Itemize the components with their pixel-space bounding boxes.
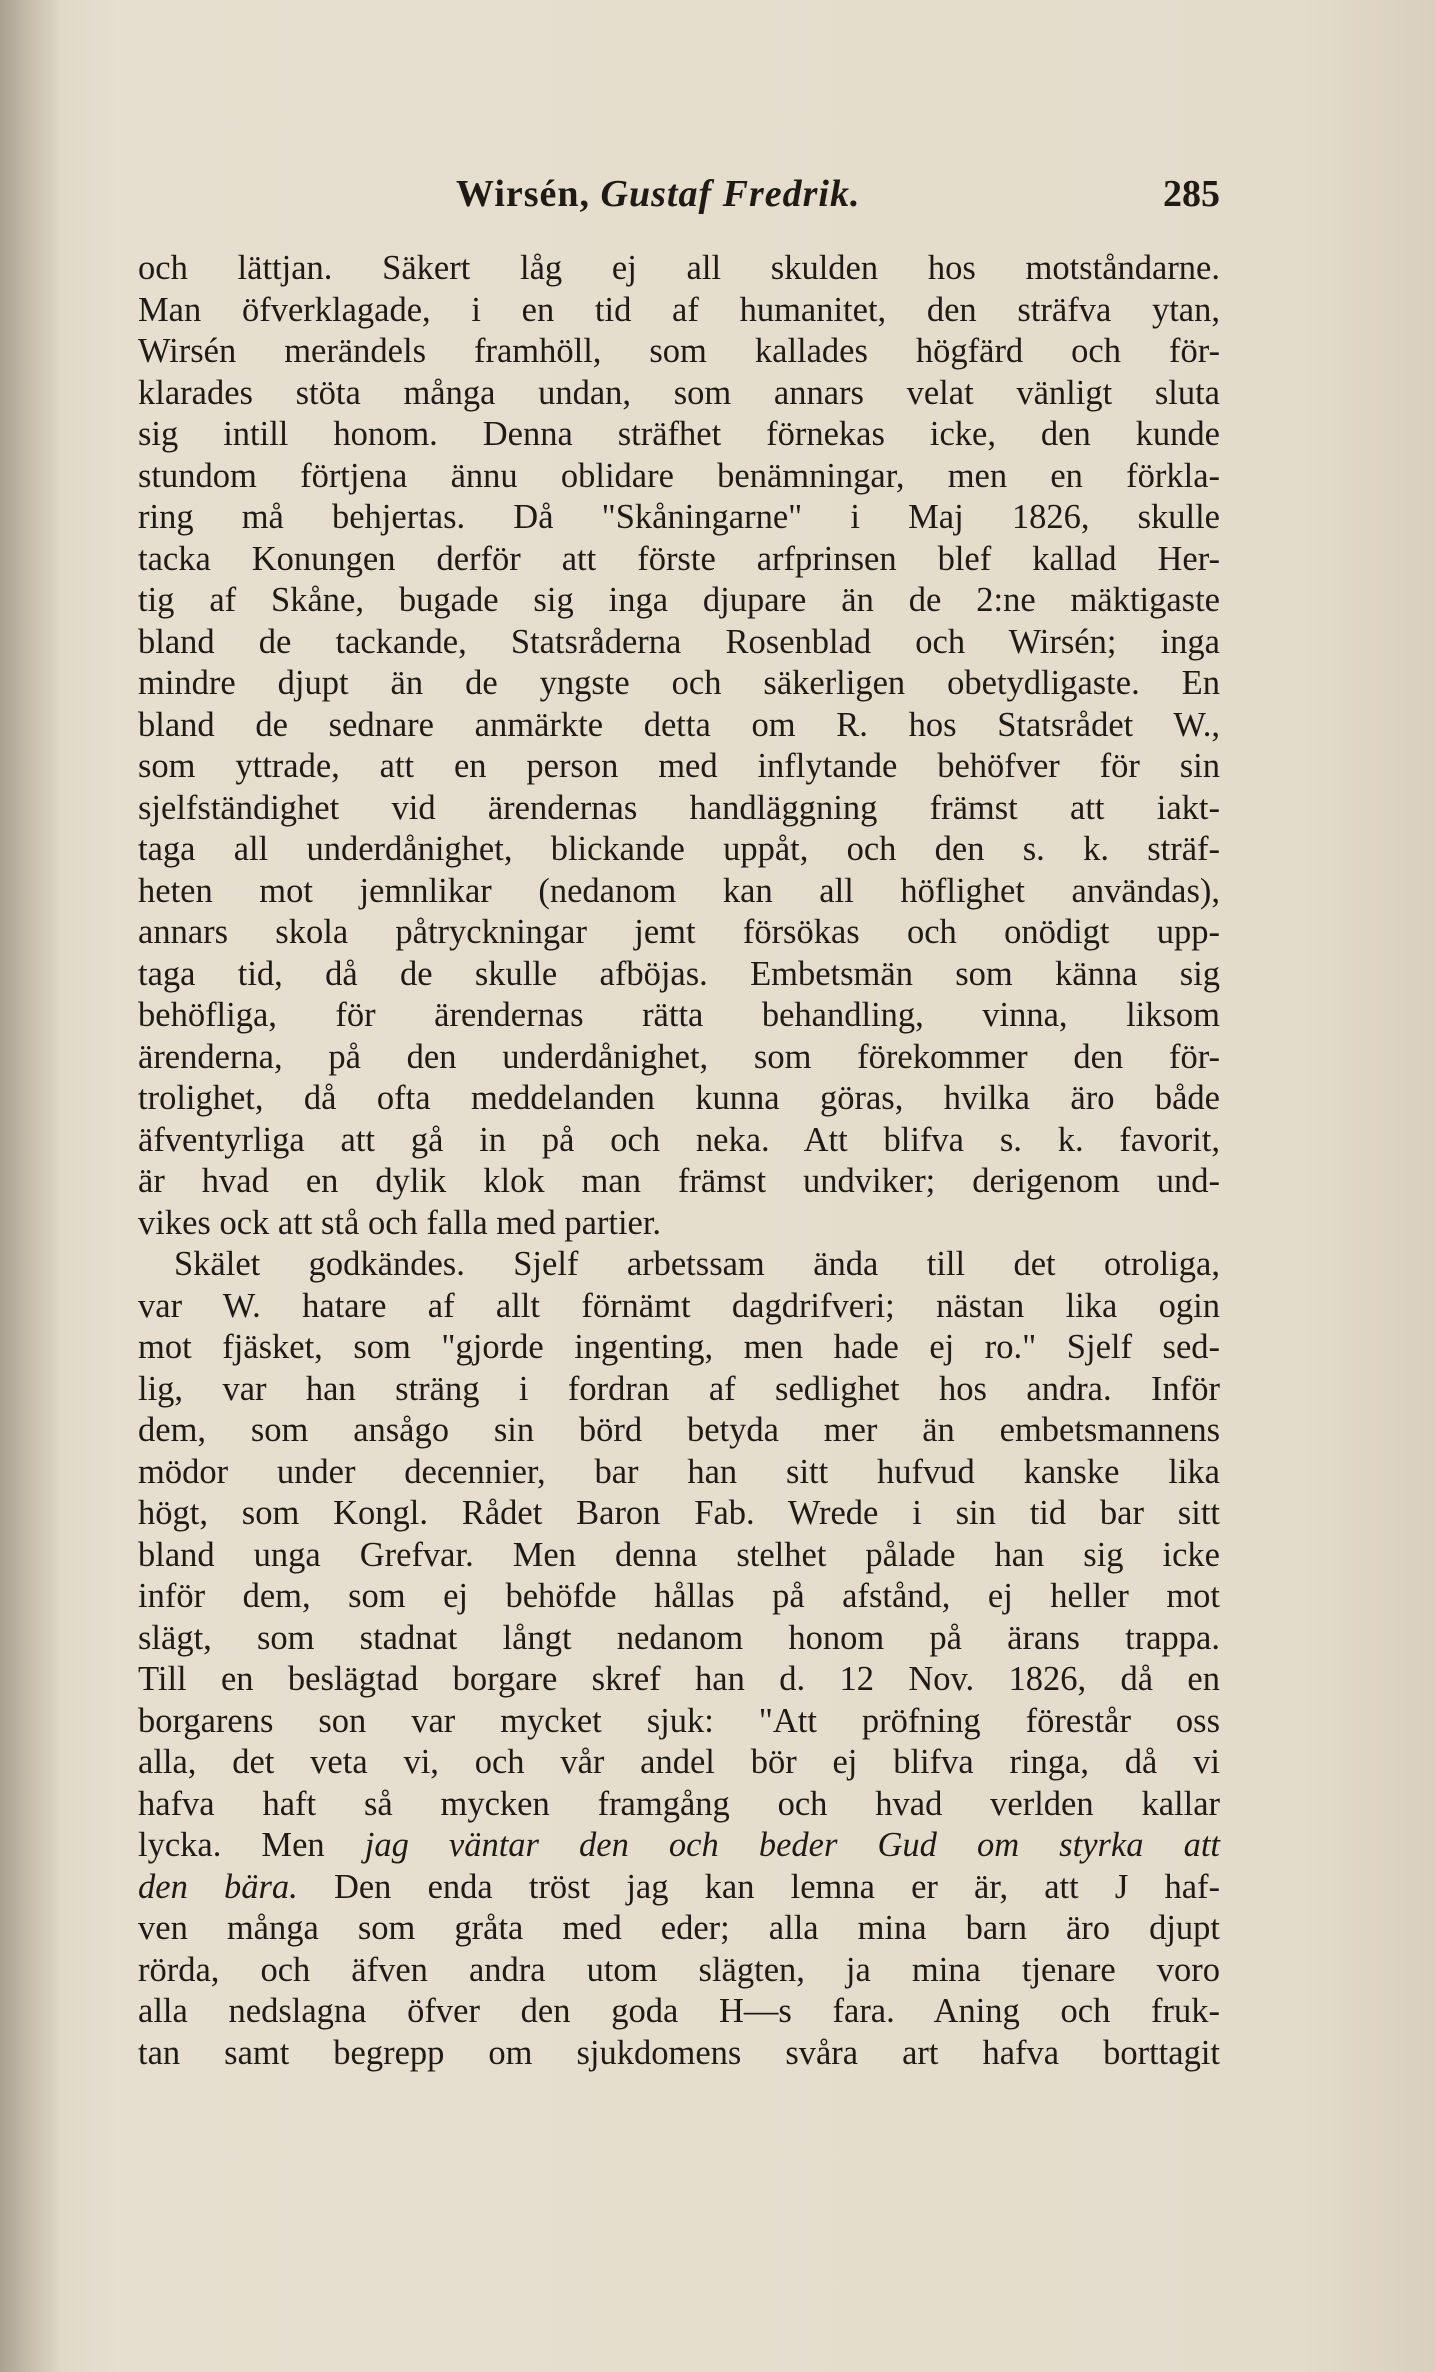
text-segment: klarades stöta många undan, som annars velat vänligt sluta — [138, 373, 1220, 412]
text-line — [138, 1535, 1220, 1577]
page-number: 285 — [1163, 173, 1220, 215]
author-given-names: Gustaf Fredrik. — [600, 173, 861, 215]
text-line — [138, 1161, 1220, 1203]
text-segment: ärenderna, på den underdånighet, som förekommer den för- — [138, 1037, 1220, 1076]
text-segment: bland de tackande, Statsråderna Rosenblad och Wirsén; inga — [138, 622, 1220, 661]
text-segment: rörda, och äfven andra utom slägten, ja mina tjenare voro — [138, 1950, 1220, 1989]
text-segment: ring må behjertas. Då "Skåningarne" i Maj 1826, skulle — [138, 498, 1220, 536]
text-segment: äfventyrliga att gå in på och neka. Att blifva s. k. favorit, — [138, 1120, 1220, 1159]
text-segment: inför dem, som ej behöfde hållas på afstånd, ej heller mot — [138, 1577, 1220, 1615]
text-line — [138, 1659, 1220, 1701]
text-line — [138, 1908, 1220, 1950]
text-segment: är hvad en dylik klok man främst undviker; derigenom und- — [138, 1162, 1220, 1200]
italic-segment: den bära. — [138, 1867, 298, 1906]
text-line — [138, 1452, 1220, 1494]
text-segment: dem, som ansågo sin börd betyda mer än embetsmannens — [138, 1411, 1220, 1449]
text-line — [138, 1286, 1220, 1328]
text-line — [138, 248, 1220, 290]
text-line — [138, 373, 1220, 415]
text-segment: högt, som Kongl. Rådet Baron Fab. Wrede i sin tid bar sitt — [138, 1494, 1220, 1532]
text-line — [138, 539, 1220, 581]
text-line — [138, 1991, 1220, 2033]
text-line — [138, 1825, 1220, 1867]
text-segment: alla, det veta vi, och vår andel bör ej blifva ringa, då vi — [138, 1743, 1220, 1781]
text-line — [138, 746, 1220, 788]
text-segment: taga tid, då de skulle afböjas. Embetsmän som känna sig — [138, 954, 1220, 993]
text-segment: som yttrade, att en person med inflytande behöfver för sin — [138, 747, 1220, 785]
text-line — [138, 456, 1220, 498]
text-segment: Skälet godkändes. Sjelf arbetssam ända till det otroliga, — [174, 1245, 1220, 1283]
text-line — [138, 1203, 1220, 1245]
text-segment: stundom förtjena ännu oblidare benämningar, men en förkla- — [138, 456, 1220, 495]
text-segment: tacka Konungen derför att förste arfprinsen blef kallad Her- — [138, 539, 1220, 578]
text-line — [138, 788, 1220, 830]
text-segment: ven många som gråta med eder; alla mina barn äro djupt — [138, 1909, 1220, 1947]
text-segment: mot fjäsket, som "gjorde ingenting, men hade ej ro." Sjelf sed- — [138, 1328, 1220, 1366]
text-segment: sig intill honom. Denna sträfhet förnekas icke, den kunde — [138, 415, 1220, 453]
text-line — [138, 1950, 1220, 1992]
text-line — [138, 705, 1220, 747]
running-title — [456, 172, 860, 216]
text-line — [138, 1078, 1220, 1120]
text-line — [138, 1618, 1220, 1660]
text-segment: heten mot jemnlikar (nedanom kan all höflighet användas), — [138, 871, 1220, 910]
text-line — [138, 497, 1220, 539]
text-segment: bland de sednare anmärkte detta om R. hos Statsrådet W., — [138, 705, 1220, 744]
text-segment: tan samt begrepp om sjukdomens svåra art hafva borttagit — [138, 2033, 1220, 2072]
text-line — [138, 912, 1220, 954]
running-head — [140, 168, 1220, 228]
text-segment: Till en beslägtad borgare skref han d. 12 Nov. 1826, då en — [138, 1660, 1220, 1698]
body-text — [138, 248, 1220, 2074]
text-line — [138, 1120, 1220, 1162]
text-line — [138, 663, 1220, 705]
author-surname: Wirsén, — [456, 173, 591, 215]
text-segment: hafva haft så mycken framgång och hvad verlden kallar — [138, 1784, 1220, 1823]
text-line — [138, 580, 1220, 622]
text-segment: vikes ock att stå och falla med partier. — [138, 1203, 662, 1242]
text-segment: borgarens son var mycket sjuk: "Att pröfning förestår oss — [138, 1701, 1220, 1740]
text-segment: slägt, som stadnat långt nedanom honom på ärans trappa. — [138, 1618, 1220, 1657]
text-line — [138, 622, 1220, 664]
text-line — [138, 1410, 1220, 1452]
text-segment: alla nedslagna öfver den goda H—s fara. Aning och fruk- — [138, 1992, 1220, 2030]
text-segment: lycka. Men — [138, 1826, 365, 1864]
text-line — [138, 1576, 1220, 1618]
text-segment: behöfliga, för ärendernas rätta behandling, vinna, liksom — [138, 996, 1220, 1034]
text-line — [138, 290, 1220, 332]
text-line — [138, 1742, 1220, 1784]
text-line — [138, 414, 1220, 456]
text-line — [138, 331, 1220, 373]
text-segment: sjelfständighet vid ärendernas handläggning främst att iakt- — [138, 788, 1220, 827]
text-segment: lig, var han sträng i fordran af sedlighet hos andra. Inför — [138, 1369, 1220, 1408]
italic-segment: jag väntar den och beder Gud om styrka att — [364, 1826, 1220, 1864]
text-line — [138, 1493, 1220, 1535]
text-segment: Den enda tröst jag kan lemna er är, att J haf- — [297, 1867, 1220, 1906]
text-segment: trolighet, då ofta meddelanden kunna göras, hvilka äro både — [138, 1079, 1220, 1117]
text-segment: mindre djupt än de yngste och säkerligen obetydligaste. En — [138, 664, 1220, 702]
text-line — [138, 871, 1220, 913]
text-line — [138, 1037, 1220, 1079]
text-line — [138, 1784, 1220, 1826]
text-line — [138, 1701, 1220, 1743]
text-segment: taga all underdånighet, blickande uppåt, och den s. k. sträf- — [138, 830, 1220, 868]
text-segment: Wirsén merändels framhöll, som kallades högfärd och för- — [138, 332, 1220, 370]
facing-page-bleed — [2, 250, 70, 2050]
text-line — [138, 954, 1220, 996]
text-segment: Man öfverklagade, i en tid af humanitet, den sträfva ytan, — [138, 290, 1220, 329]
text-segment: och lättjan. Säkert låg ej all skulden hos motståndarne. — [138, 249, 1220, 287]
text-line — [138, 1369, 1220, 1411]
text-line — [138, 829, 1220, 871]
text-segment: annars skola påtryckningar jemt försökas och onödigt upp- — [138, 913, 1220, 951]
text-line — [138, 1244, 1220, 1286]
text-line — [138, 1327, 1220, 1369]
text-segment: mödor under decennier, bar han sitt hufvud kanske lika — [138, 1452, 1220, 1491]
text-line — [138, 995, 1220, 1037]
text-segment: bland unga Grefvar. Men denna stelhet pålade han sig icke — [138, 1535, 1220, 1574]
text-line — [138, 2033, 1220, 2075]
text-line — [138, 1867, 1220, 1909]
text-segment: var W. hatare af allt förnämt dagdrifveri; nästan lika ogin — [138, 1286, 1220, 1325]
text-segment: tig af Skåne, bugade sig inga djupare än de 2:ne mäktigaste — [138, 581, 1220, 619]
